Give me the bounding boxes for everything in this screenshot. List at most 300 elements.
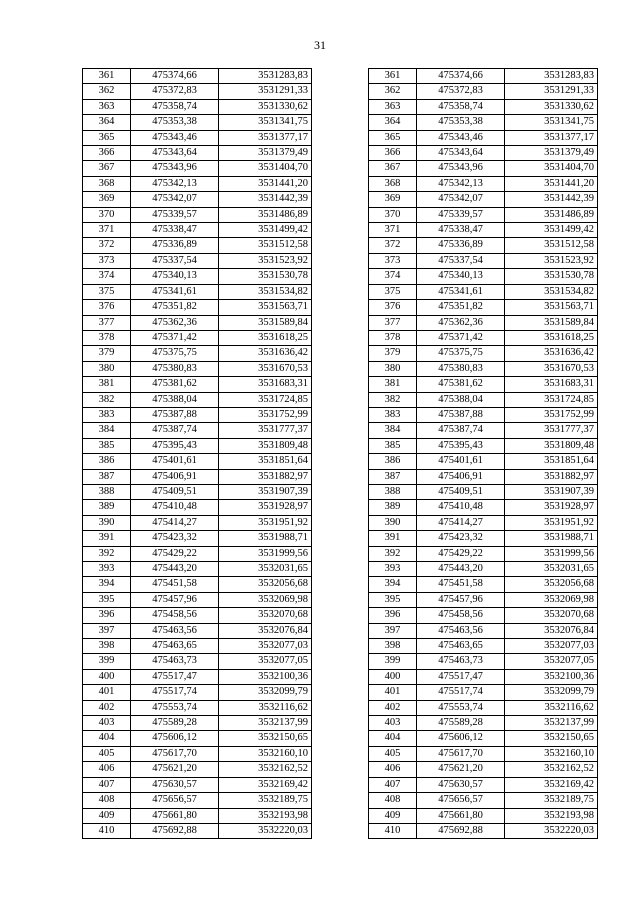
- column-gap: [312, 377, 369, 392]
- column-gap: [312, 176, 369, 191]
- right-point-number: 370: [369, 207, 417, 222]
- left-x-coordinate: 475371,42: [131, 330, 219, 345]
- right-y-coordinate: 3532100,36: [505, 669, 598, 684]
- left-x-coordinate: 475375,75: [131, 346, 219, 361]
- column-gap: [312, 669, 369, 684]
- left-point-number: 381: [83, 377, 131, 392]
- column-gap: [312, 423, 369, 438]
- column-gap: [312, 531, 369, 546]
- right-point-number: 392: [369, 546, 417, 561]
- right-y-coordinate: 3531530,78: [505, 269, 598, 284]
- column-gap: [312, 639, 369, 654]
- left-point-number: 400: [83, 669, 131, 684]
- left-point-number: 377: [83, 315, 131, 330]
- left-point-number: 368: [83, 176, 131, 191]
- right-point-number: 406: [369, 762, 417, 777]
- left-y-coordinate: 3532137,99: [219, 716, 312, 731]
- right-y-coordinate: 3531377,17: [505, 130, 598, 145]
- right-x-coordinate: 475630,57: [417, 777, 505, 792]
- right-y-coordinate: 3531636,42: [505, 346, 598, 361]
- right-point-number: 374: [369, 269, 417, 284]
- left-x-coordinate: 475387,74: [131, 423, 219, 438]
- left-y-coordinate: 3532077,05: [219, 654, 312, 669]
- column-gap: [312, 454, 369, 469]
- right-x-coordinate: 475517,47: [417, 669, 505, 684]
- right-x-coordinate: 475341,61: [417, 284, 505, 299]
- right-point-number: 404: [369, 731, 417, 746]
- table-row: [83, 315, 598, 330]
- right-y-coordinate: 3531928,97: [505, 500, 598, 515]
- left-point-number: 384: [83, 423, 131, 438]
- left-point-number: 402: [83, 700, 131, 715]
- right-y-coordinate: 3532077,03: [505, 639, 598, 654]
- right-point-number: 384: [369, 423, 417, 438]
- left-x-coordinate: 475463,65: [131, 639, 219, 654]
- left-y-coordinate: 3531988,71: [219, 531, 312, 546]
- right-point-number: 378: [369, 330, 417, 345]
- left-point-number: 409: [83, 808, 131, 823]
- right-x-coordinate: 475387,88: [417, 407, 505, 422]
- column-gap: [312, 161, 369, 176]
- right-y-coordinate: 3531809,48: [505, 438, 598, 453]
- column-gap: [312, 99, 369, 114]
- table-row: [83, 115, 598, 130]
- left-point-number: 398: [83, 639, 131, 654]
- right-x-coordinate: 475656,57: [417, 793, 505, 808]
- right-point-number: 369: [369, 192, 417, 207]
- right-x-coordinate: 475463,56: [417, 623, 505, 638]
- table-row: [83, 361, 598, 376]
- column-gap: [312, 716, 369, 731]
- right-point-number: 363: [369, 99, 417, 114]
- left-y-coordinate: 3532076,84: [219, 623, 312, 638]
- left-y-coordinate: 3531777,37: [219, 423, 312, 438]
- right-point-number: 402: [369, 700, 417, 715]
- right-point-number: 410: [369, 823, 417, 838]
- left-x-coordinate: 475339,57: [131, 207, 219, 222]
- column-gap: [312, 793, 369, 808]
- right-point-number: 383: [369, 407, 417, 422]
- left-y-coordinate: 3531683,31: [219, 377, 312, 392]
- left-y-coordinate: 3531999,56: [219, 546, 312, 561]
- right-point-number: 371: [369, 223, 417, 238]
- left-x-coordinate: 475692,88: [131, 823, 219, 838]
- left-x-coordinate: 475336,89: [131, 238, 219, 253]
- right-x-coordinate: 475553,74: [417, 700, 505, 715]
- right-x-coordinate: 475372,83: [417, 84, 505, 99]
- right-y-coordinate: 3532150,65: [505, 731, 598, 746]
- right-y-coordinate: 3532056,68: [505, 577, 598, 592]
- right-x-coordinate: 475458,56: [417, 608, 505, 623]
- column-gap: [312, 300, 369, 315]
- left-x-coordinate: 475351,82: [131, 300, 219, 315]
- column-gap: [312, 146, 369, 161]
- right-y-coordinate: 3531724,85: [505, 392, 598, 407]
- table-row: [83, 423, 598, 438]
- right-x-coordinate: 475353,38: [417, 115, 505, 130]
- right-x-coordinate: 475374,66: [417, 69, 505, 84]
- right-point-number: 382: [369, 392, 417, 407]
- right-y-coordinate: 3531442,39: [505, 192, 598, 207]
- table-row: [83, 531, 598, 546]
- right-y-coordinate: 3531283,83: [505, 69, 598, 84]
- table-row: [83, 407, 598, 422]
- column-gap: [312, 808, 369, 823]
- column-gap: [312, 654, 369, 669]
- left-y-coordinate: 3532150,65: [219, 731, 312, 746]
- right-y-coordinate: 3532031,65: [505, 562, 598, 577]
- right-point-number: 393: [369, 562, 417, 577]
- left-point-number: 391: [83, 531, 131, 546]
- left-y-coordinate: 3532099,79: [219, 685, 312, 700]
- left-x-coordinate: 475395,43: [131, 438, 219, 453]
- column-gap: [312, 500, 369, 515]
- column-gap: [312, 315, 369, 330]
- right-point-number: 365: [369, 130, 417, 145]
- coordinates-table: [82, 68, 598, 839]
- left-point-number: 370: [83, 207, 131, 222]
- right-x-coordinate: 475517,74: [417, 685, 505, 700]
- left-point-number: 403: [83, 716, 131, 731]
- right-y-coordinate: 3531523,92: [505, 253, 598, 268]
- left-point-number: 392: [83, 546, 131, 561]
- table-row: [83, 146, 598, 161]
- right-x-coordinate: 475375,75: [417, 346, 505, 361]
- left-y-coordinate: 3531341,75: [219, 115, 312, 130]
- left-y-coordinate: 3531441,20: [219, 176, 312, 191]
- left-point-number: 396: [83, 608, 131, 623]
- left-y-coordinate: 3531563,71: [219, 300, 312, 315]
- right-x-coordinate: 475692,88: [417, 823, 505, 838]
- left-x-coordinate: 475589,28: [131, 716, 219, 731]
- column-gap: [312, 269, 369, 284]
- left-x-coordinate: 475343,64: [131, 146, 219, 161]
- table-row: [83, 500, 598, 515]
- table-row: [83, 130, 598, 145]
- left-x-coordinate: 475343,96: [131, 161, 219, 176]
- left-y-coordinate: 3531951,92: [219, 515, 312, 530]
- left-y-coordinate: 3531291,33: [219, 84, 312, 99]
- left-x-coordinate: 475372,83: [131, 84, 219, 99]
- column-gap: [312, 392, 369, 407]
- right-point-number: 403: [369, 716, 417, 731]
- table-row: [83, 592, 598, 607]
- table-row: [83, 238, 598, 253]
- left-x-coordinate: 475380,83: [131, 361, 219, 376]
- table-row: [83, 300, 598, 315]
- right-x-coordinate: 475358,74: [417, 99, 505, 114]
- right-point-number: 386: [369, 454, 417, 469]
- table-row: [83, 223, 598, 238]
- right-x-coordinate: 475589,28: [417, 716, 505, 731]
- left-point-number: 405: [83, 746, 131, 761]
- left-y-coordinate: 3531809,48: [219, 438, 312, 453]
- left-x-coordinate: 475387,88: [131, 407, 219, 422]
- column-gap: [312, 69, 369, 84]
- table-row: [83, 515, 598, 530]
- left-point-number: 375: [83, 284, 131, 299]
- left-x-coordinate: 475388,04: [131, 392, 219, 407]
- table-row: [83, 392, 598, 407]
- left-y-coordinate: 3532193,98: [219, 808, 312, 823]
- left-y-coordinate: 3531330,62: [219, 99, 312, 114]
- left-x-coordinate: 475343,46: [131, 130, 219, 145]
- right-x-coordinate: 475414,27: [417, 515, 505, 530]
- right-y-coordinate: 3532169,42: [505, 777, 598, 792]
- right-x-coordinate: 475387,74: [417, 423, 505, 438]
- right-point-number: 372: [369, 238, 417, 253]
- left-point-number: 379: [83, 346, 131, 361]
- left-point-number: 393: [83, 562, 131, 577]
- table-row: [83, 207, 598, 222]
- left-x-coordinate: 475337,54: [131, 253, 219, 268]
- left-point-number: 363: [83, 99, 131, 114]
- column-gap: [312, 330, 369, 345]
- left-y-coordinate: 3531512,58: [219, 238, 312, 253]
- left-y-coordinate: 3531486,89: [219, 207, 312, 222]
- left-y-coordinate: 3531534,82: [219, 284, 312, 299]
- left-x-coordinate: 475362,36: [131, 315, 219, 330]
- left-point-number: 373: [83, 253, 131, 268]
- left-x-coordinate: 475451,58: [131, 577, 219, 592]
- left-y-coordinate: 3531523,92: [219, 253, 312, 268]
- right-point-number: 376: [369, 300, 417, 315]
- left-x-coordinate: 475458,56: [131, 608, 219, 623]
- left-x-coordinate: 475381,62: [131, 377, 219, 392]
- column-gap: [312, 546, 369, 561]
- table-row: [83, 777, 598, 792]
- right-point-number: 405: [369, 746, 417, 761]
- table-row: [83, 793, 598, 808]
- right-point-number: 366: [369, 146, 417, 161]
- left-point-number: 390: [83, 515, 131, 530]
- column-gap: [312, 438, 369, 453]
- table-row: [83, 669, 598, 684]
- left-y-coordinate: 3532031,65: [219, 562, 312, 577]
- left-y-coordinate: 3532070,68: [219, 608, 312, 623]
- left-y-coordinate: 3531442,39: [219, 192, 312, 207]
- page-number: 31: [314, 38, 326, 52]
- right-y-coordinate: 3532099,79: [505, 685, 598, 700]
- left-x-coordinate: 475358,74: [131, 99, 219, 114]
- right-x-coordinate: 475443,20: [417, 562, 505, 577]
- right-x-coordinate: 475463,73: [417, 654, 505, 669]
- left-point-number: 386: [83, 454, 131, 469]
- right-x-coordinate: 475338,47: [417, 223, 505, 238]
- table-row: [83, 654, 598, 669]
- left-y-coordinate: 3531636,42: [219, 346, 312, 361]
- table-row: [83, 99, 598, 114]
- left-point-number: 364: [83, 115, 131, 130]
- right-y-coordinate: 3531999,56: [505, 546, 598, 561]
- column-gap: [312, 823, 369, 838]
- left-point-number: 401: [83, 685, 131, 700]
- table-row: [83, 438, 598, 453]
- right-y-coordinate: 3532077,05: [505, 654, 598, 669]
- left-x-coordinate: 475661,80: [131, 808, 219, 823]
- left-x-coordinate: 475338,47: [131, 223, 219, 238]
- left-point-number: 395: [83, 592, 131, 607]
- right-point-number: 368: [369, 176, 417, 191]
- left-point-number: 372: [83, 238, 131, 253]
- left-x-coordinate: 475353,38: [131, 115, 219, 130]
- table-row: [83, 685, 598, 700]
- left-y-coordinate: 3531724,85: [219, 392, 312, 407]
- right-point-number: 379: [369, 346, 417, 361]
- right-point-number: 407: [369, 777, 417, 792]
- left-x-coordinate: 475553,74: [131, 700, 219, 715]
- right-y-coordinate: 3531988,71: [505, 531, 598, 546]
- right-y-coordinate: 3531512,58: [505, 238, 598, 253]
- left-y-coordinate: 3531499,42: [219, 223, 312, 238]
- right-point-number: 367: [369, 161, 417, 176]
- right-x-coordinate: 475388,04: [417, 392, 505, 407]
- right-x-coordinate: 475401,61: [417, 454, 505, 469]
- right-point-number: 391: [369, 531, 417, 546]
- left-point-number: 382: [83, 392, 131, 407]
- column-gap: [312, 192, 369, 207]
- left-x-coordinate: 475401,61: [131, 454, 219, 469]
- right-x-coordinate: 475380,83: [417, 361, 505, 376]
- right-x-coordinate: 475395,43: [417, 438, 505, 453]
- column-gap: [312, 777, 369, 792]
- left-point-number: 399: [83, 654, 131, 669]
- right-y-coordinate: 3531379,49: [505, 146, 598, 161]
- right-point-number: 385: [369, 438, 417, 453]
- left-y-coordinate: 3531882,97: [219, 469, 312, 484]
- right-y-coordinate: 3531534,82: [505, 284, 598, 299]
- table-row: [83, 731, 598, 746]
- right-y-coordinate: 3531589,84: [505, 315, 598, 330]
- left-y-coordinate: 3532077,03: [219, 639, 312, 654]
- left-x-coordinate: 475517,47: [131, 669, 219, 684]
- left-point-number: 361: [83, 69, 131, 84]
- right-point-number: 390: [369, 515, 417, 530]
- left-x-coordinate: 475630,57: [131, 777, 219, 792]
- left-point-number: 378: [83, 330, 131, 345]
- right-x-coordinate: 475606,12: [417, 731, 505, 746]
- left-y-coordinate: 3531851,64: [219, 454, 312, 469]
- table-row: [83, 562, 598, 577]
- right-point-number: 398: [369, 639, 417, 654]
- right-x-coordinate: 475342,13: [417, 176, 505, 191]
- left-x-coordinate: 475409,51: [131, 484, 219, 499]
- right-point-number: 396: [369, 608, 417, 623]
- column-gap: [312, 361, 369, 376]
- right-point-number: 361: [369, 69, 417, 84]
- right-x-coordinate: 475423,32: [417, 531, 505, 546]
- right-x-coordinate: 475457,96: [417, 592, 505, 607]
- right-x-coordinate: 475339,57: [417, 207, 505, 222]
- right-y-coordinate: 3531404,70: [505, 161, 598, 176]
- table-row: [83, 161, 598, 176]
- left-x-coordinate: 475342,07: [131, 192, 219, 207]
- right-x-coordinate: 475621,20: [417, 762, 505, 777]
- left-point-number: 407: [83, 777, 131, 792]
- left-y-coordinate: 3531670,53: [219, 361, 312, 376]
- column-gap: [312, 284, 369, 299]
- column-gap: [312, 515, 369, 530]
- table-row: [83, 546, 598, 561]
- column-gap: [312, 84, 369, 99]
- coordinates-table-body: [83, 69, 598, 839]
- left-point-number: 367: [83, 161, 131, 176]
- right-y-coordinate: 3532069,98: [505, 592, 598, 607]
- left-x-coordinate: 475423,32: [131, 531, 219, 546]
- right-x-coordinate: 475362,36: [417, 315, 505, 330]
- left-y-coordinate: 3531283,83: [219, 69, 312, 84]
- right-y-coordinate: 3531341,75: [505, 115, 598, 130]
- right-x-coordinate: 475340,13: [417, 269, 505, 284]
- right-y-coordinate: 3531330,62: [505, 99, 598, 114]
- left-x-coordinate: 475341,61: [131, 284, 219, 299]
- left-y-coordinate: 3532169,42: [219, 777, 312, 792]
- right-x-coordinate: 475371,42: [417, 330, 505, 345]
- right-point-number: 362: [369, 84, 417, 99]
- column-gap: [312, 207, 369, 222]
- table-row: [83, 746, 598, 761]
- right-x-coordinate: 475617,70: [417, 746, 505, 761]
- right-y-coordinate: 3532160,10: [505, 746, 598, 761]
- table-row: [83, 469, 598, 484]
- right-point-number: 373: [369, 253, 417, 268]
- column-gap: [312, 484, 369, 499]
- right-x-coordinate: 475342,07: [417, 192, 505, 207]
- table-row: [83, 377, 598, 392]
- right-point-number: 397: [369, 623, 417, 638]
- column-gap: [312, 115, 369, 130]
- left-point-number: 371: [83, 223, 131, 238]
- right-x-coordinate: 475463,65: [417, 639, 505, 654]
- column-gap: [312, 469, 369, 484]
- right-x-coordinate: 475661,80: [417, 808, 505, 823]
- left-point-number: 406: [83, 762, 131, 777]
- right-y-coordinate: 3531499,42: [505, 223, 598, 238]
- right-point-number: 399: [369, 654, 417, 669]
- right-y-coordinate: 3531618,25: [505, 330, 598, 345]
- column-gap: [312, 577, 369, 592]
- column-gap: [312, 731, 369, 746]
- left-point-number: 389: [83, 500, 131, 515]
- right-y-coordinate: 3532162,52: [505, 762, 598, 777]
- left-y-coordinate: 3531404,70: [219, 161, 312, 176]
- column-gap: [312, 623, 369, 638]
- left-point-number: 369: [83, 192, 131, 207]
- left-y-coordinate: 3532160,10: [219, 746, 312, 761]
- left-y-coordinate: 3532056,68: [219, 577, 312, 592]
- right-y-coordinate: 3532220,03: [505, 823, 598, 838]
- left-x-coordinate: 475340,13: [131, 269, 219, 284]
- left-x-coordinate: 475463,73: [131, 654, 219, 669]
- right-y-coordinate: 3532076,84: [505, 623, 598, 638]
- left-point-number: 380: [83, 361, 131, 376]
- left-point-number: 365: [83, 130, 131, 145]
- left-point-number: 383: [83, 407, 131, 422]
- right-y-coordinate: 3532070,68: [505, 608, 598, 623]
- table-row: [83, 192, 598, 207]
- left-x-coordinate: 475617,70: [131, 746, 219, 761]
- right-x-coordinate: 475451,58: [417, 577, 505, 592]
- table-row: [83, 700, 598, 715]
- left-x-coordinate: 475656,57: [131, 793, 219, 808]
- column-gap: [312, 608, 369, 623]
- table-row: [83, 176, 598, 191]
- table-row: [83, 716, 598, 731]
- left-y-coordinate: 3531589,84: [219, 315, 312, 330]
- left-x-coordinate: 475606,12: [131, 731, 219, 746]
- right-x-coordinate: 475343,46: [417, 130, 505, 145]
- right-point-number: 394: [369, 577, 417, 592]
